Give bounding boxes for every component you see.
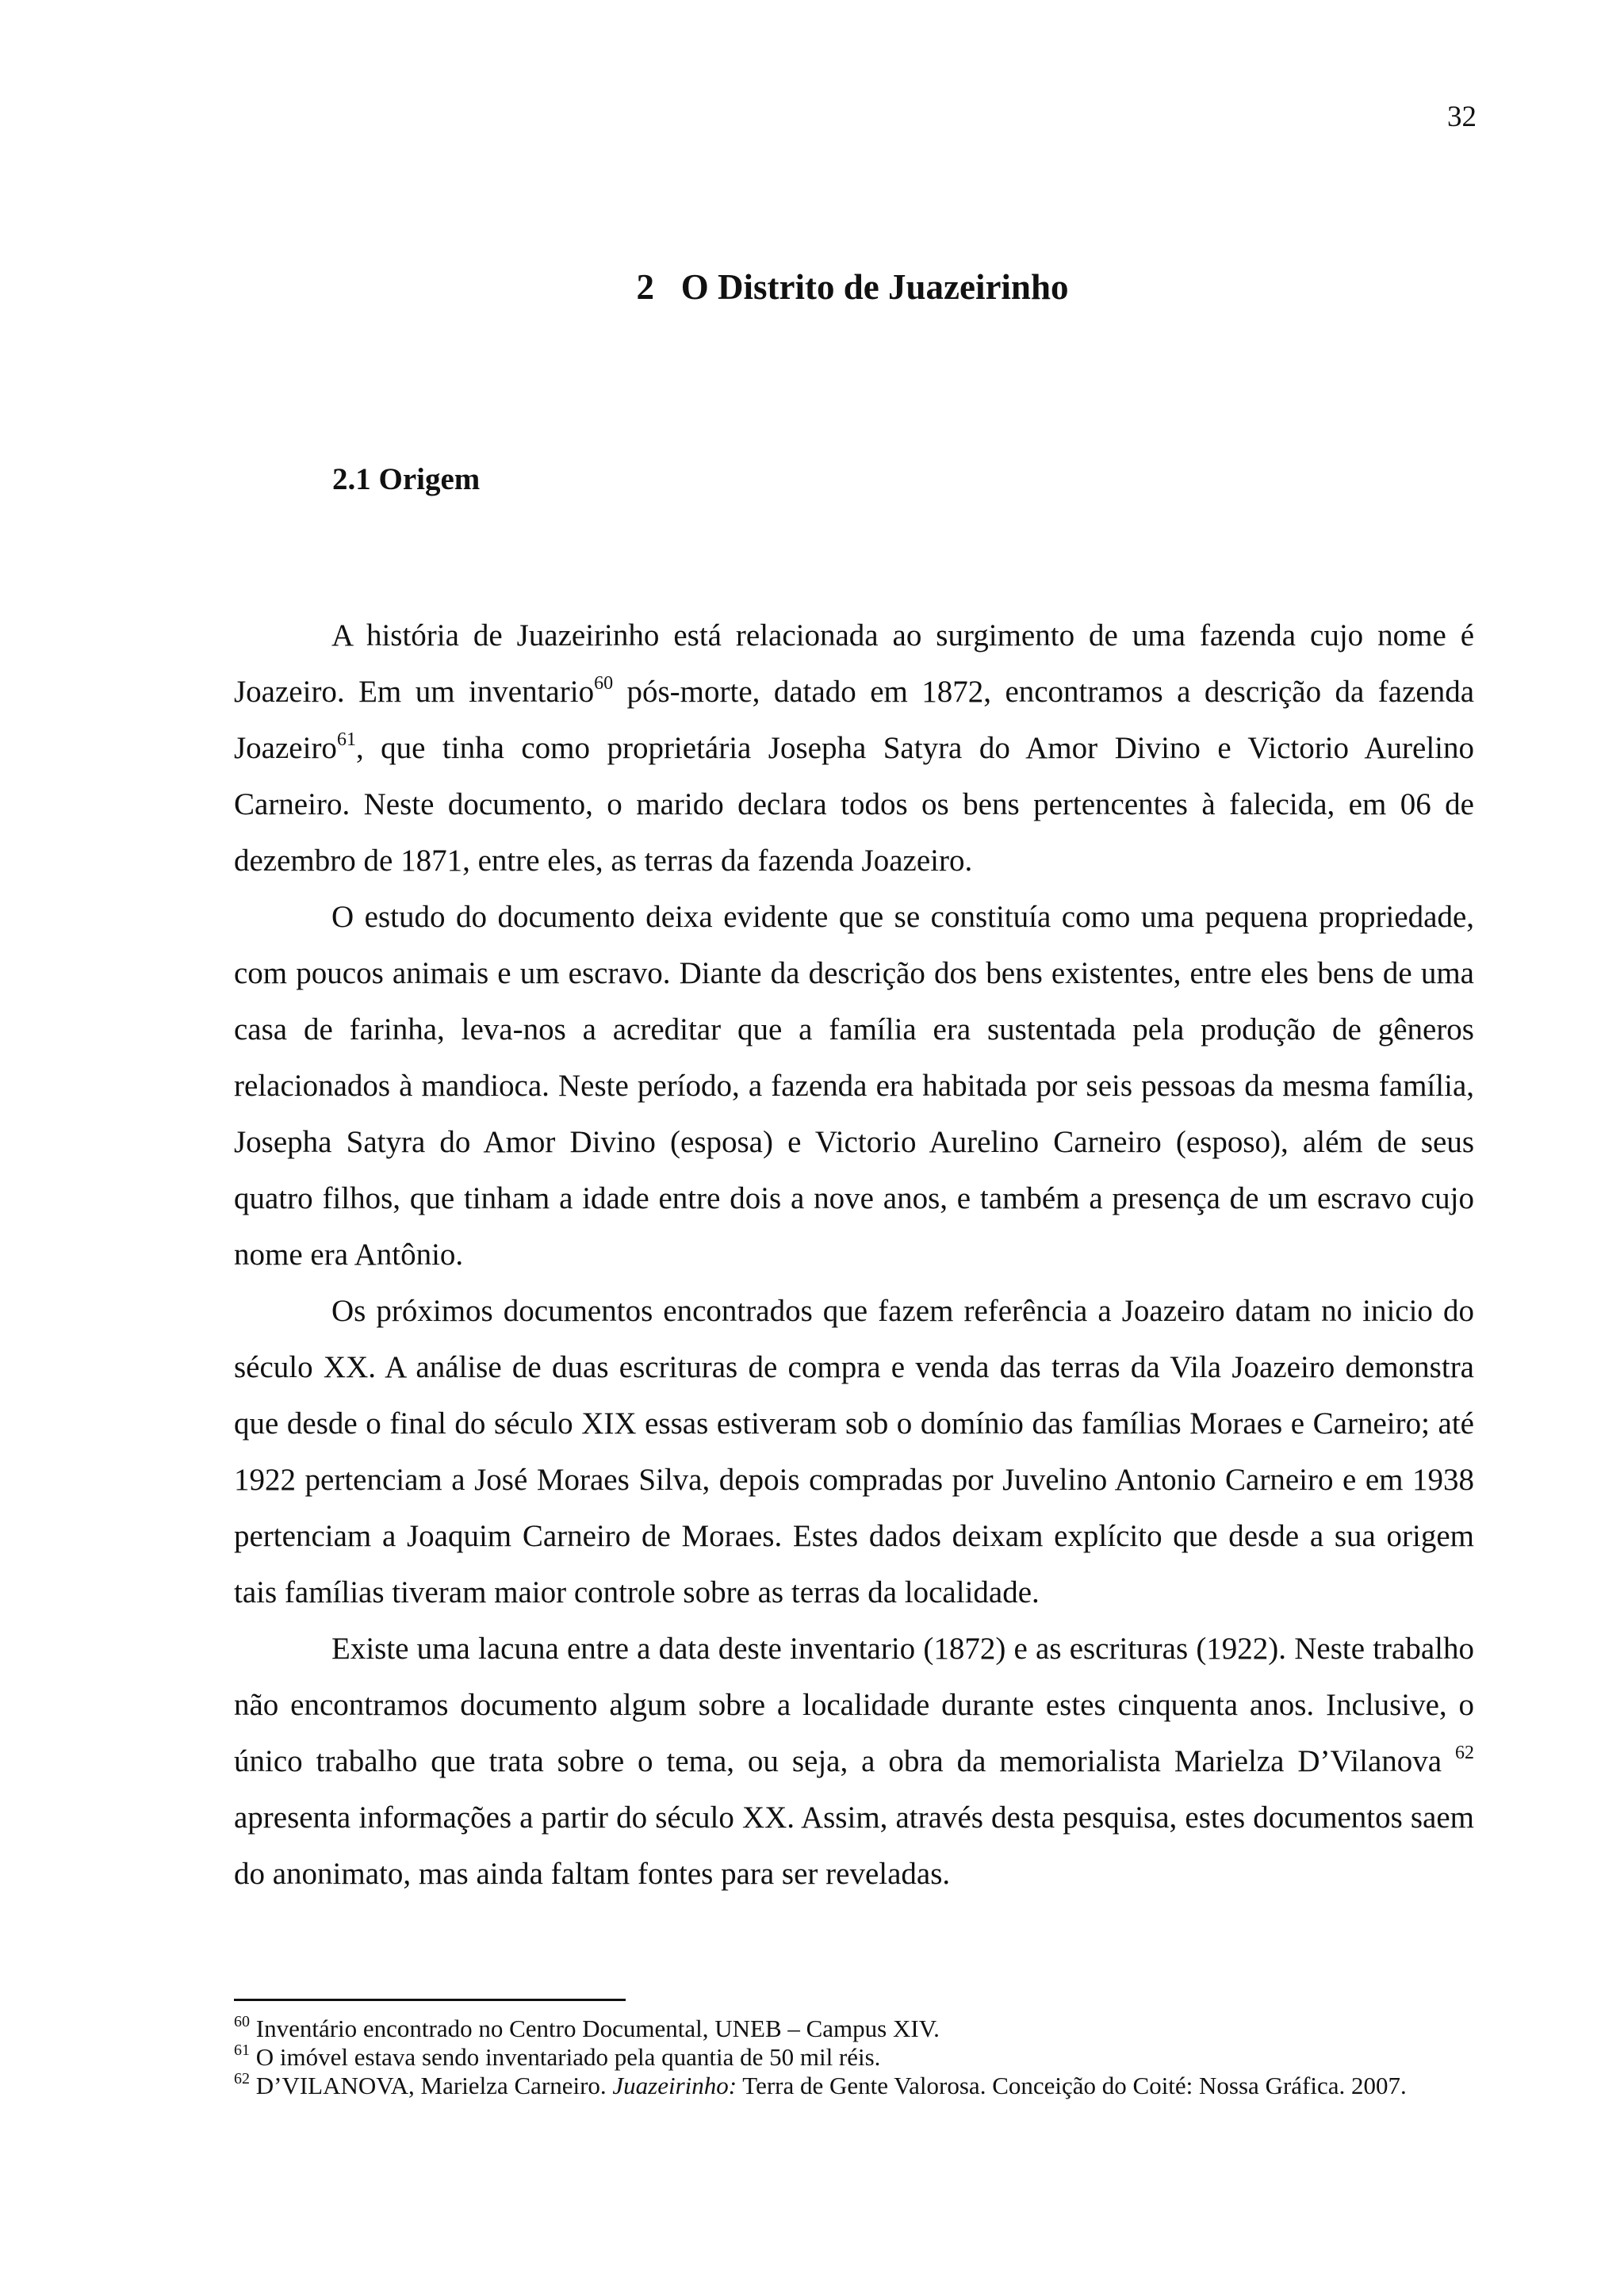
footnotes [234, 2012, 1474, 2100]
paragraph-1 [234, 607, 1474, 889]
footnote-ref-62: 62 [1455, 1743, 1474, 1763]
footnote-62 [234, 2069, 1474, 2100]
footnote-ref-61: 61 [336, 729, 356, 750]
body-text [234, 607, 1474, 1902]
footnote-61 [234, 2043, 1474, 2072]
footnote-60-text: Inventário encontrado no Centro Documental, UNEB – Campus XIV. [250, 2015, 940, 2042]
section-title: 2.1 Origem [332, 462, 481, 496]
footnote-61-text: O imóvel estava sendo inventariado pela quantia de 50 mil réis. [250, 2043, 881, 2071]
paragraph-1-part-a: A história de Juazeirinho está relacionada ao surgimento de uma fazenda cujo nome é Joazeiro. Em um inventario [234, 618, 1474, 709]
footnote-separator [234, 1999, 626, 2001]
paragraph-2: O estudo do documento deixa evidente que se constituía como uma pequena propriedade, com poucos animais e um escravo. Diante da descrição dos bens existentes, entre eles bens de uma casa de farinha, leva-nos a acreditar que a família era sustentada pela produção de gêneros relacionados à mandioca. Neste período, a fazenda era habitada por seis pessoas da mesma família, Josepha Satyra do Amor Divino (esposa) e Victorio Aurelino Carneiro (esposo), além de seus quatro filhos, que tinham a idade entre dois a nove anos, e também a presença de um escravo cujo nome era Antônio. [234, 900, 1474, 1272]
paragraph-3: Os próximos documentos encontrados que fazem referência a Joazeiro datam no inicio do século XX. A análise de duas escrituras de compra e venda das terras da Vila Joazeiro demonstra que desde o final do século XIX essas estiveram sob o domínio das famílias Moraes e Carneiro; até 1922 pertenciam a José Moraes Silva, depois compradas por Juvelino Antonio Carneiro e em 1938 pertenciam a Joaquim Carneiro de Moraes. Estes dados deixam explícito que desde a sua origem tais famílias tiveram maior controle sobre as terras da localidade. [234, 1294, 1474, 1609]
footnote-62-book-title: Juazeirinho: [612, 2072, 737, 2099]
footnote-62-number: 62 [234, 2069, 250, 2087]
paragraph-1-part-b: pós-morte, datado em 1872, encontramos a descrição da fazenda Joazeiro [234, 675, 1474, 765]
paragraph-1-part-c: , que tinha como proprietária Josepha Satyra do Amor Divino e Victorio Aurelino Carneiro. Neste documento, o marido declara todos os bens pertencentes à falecida, em 06 de dezembro de 1871, entre eles, as terras da fazenda Joazeiro. [234, 731, 1474, 878]
footnote-61-number: 61 [234, 2041, 250, 2059]
paragraph-4 [234, 1621, 1474, 1902]
footnote-62-text-c: . Conceição do Coité: Nossa Gráfica. 2007. [979, 2072, 1407, 2099]
page-number: 32 [1447, 101, 1477, 133]
footnote-60 [234, 2012, 1474, 2043]
footnote-62-text-b: Terra de Gente Valorosa [737, 2072, 980, 2099]
paragraph-4-part-b: apresenta informações a partir do século XX. Assim, através desta pesquisa, estes documentos saem do anonimato, mas ainda faltam fontes para ser reveladas. [234, 1800, 1474, 1891]
chapter-title: 2 O Distrito de Juazeirinho [636, 267, 1069, 307]
paragraph-4-part-a: Existe uma lacuna entre a data deste inventario (1872) e as escrituras (1922). Neste trabalho não encontramos documento algum sobre a localidade durante estes cinquenta anos. Inclusive, o único trabalho que trata sobre o tema, ou seja, a obra da memorialista Marielza D’Vilanova [234, 1632, 1474, 1778]
footnote-62-text-a: D’VILANOVA, Marielza Carneiro. [250, 2072, 613, 2099]
footnote-ref-60: 60 [594, 673, 614, 694]
footnote-60-number: 60 [234, 2012, 250, 2030]
